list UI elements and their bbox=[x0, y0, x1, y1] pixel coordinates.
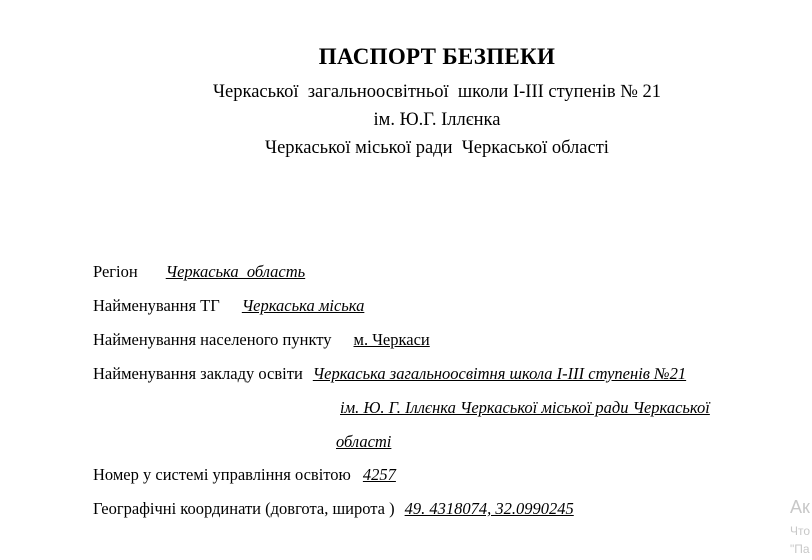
coordinates-row bbox=[93, 499, 574, 519]
institution-value-line1: Черкаська загальноосвітня школа І-ІІІ ступенів №21 bbox=[312, 364, 687, 383]
institution-value-line2: ім. Ю. Г. Іллєнка Черкаської міської ради Черкаської bbox=[340, 398, 710, 417]
institution-continuation-2 bbox=[336, 432, 391, 452]
settlement-label: Найменування населеного пункту bbox=[93, 330, 332, 349]
coordinates-label: Географічні координати (довгота, широта ) bbox=[93, 499, 395, 518]
school-name-line: Черкаської загальноосвітньої школи І-ІІІ ступенів № 21 bbox=[213, 82, 661, 102]
institution-continuation-1 bbox=[340, 398, 710, 418]
system-number-row bbox=[93, 465, 396, 485]
school-authority-line: Черкаської міської ради Черкаської області bbox=[265, 138, 609, 158]
region-label: Регіон bbox=[93, 262, 138, 281]
activation-watermark-line2: Что bbox=[790, 524, 811, 538]
system-number-value: 4257 bbox=[362, 465, 396, 484]
tg-row bbox=[93, 296, 364, 316]
activation-watermark-title: Ак bbox=[790, 497, 810, 517]
region-row bbox=[93, 262, 305, 282]
settlement-value: м. Черкаси bbox=[353, 330, 430, 349]
document-title: ПАСПОРТ БЕЗПЕКИ bbox=[318, 44, 556, 69]
tg-label: Найменування ТГ bbox=[93, 296, 220, 315]
institution-label: Найменування закладу освіти bbox=[93, 364, 303, 383]
coordinates-value: 49. 4318074, 32.0990245 bbox=[404, 499, 574, 518]
region-value: Черкаська область bbox=[165, 262, 306, 281]
institution-row bbox=[93, 364, 686, 384]
institution-value-line3: області bbox=[336, 432, 392, 451]
school-honoree-line: ім. Ю.Г. Іллєнка bbox=[373, 110, 501, 130]
tg-value: Черкаська міська bbox=[241, 296, 365, 315]
activation-watermark-line3: "Па bbox=[790, 542, 810, 556]
settlement-row bbox=[93, 330, 430, 350]
system-number-label: Номер у системі управління освітою bbox=[93, 465, 351, 484]
